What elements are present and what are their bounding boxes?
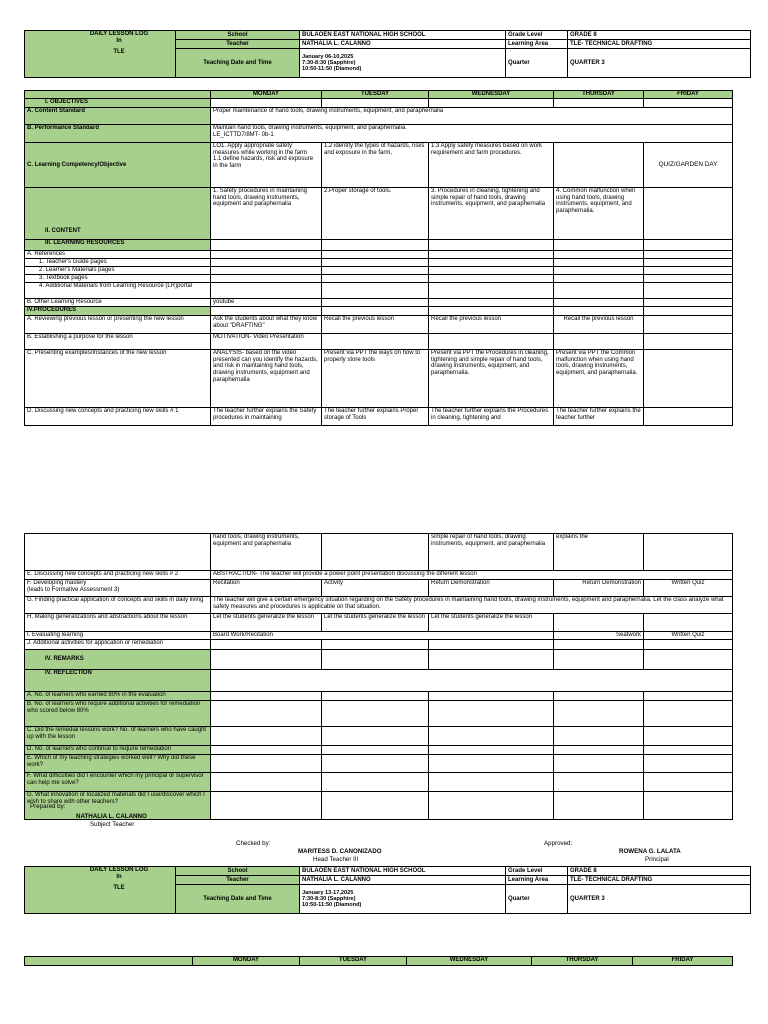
day-header-table-3 xyxy=(24,956,733,966)
approved-title: Principal xyxy=(645,856,669,863)
school-label: School xyxy=(176,867,300,876)
checked-by-title: Head Teacher III xyxy=(313,856,359,863)
proc-a-label: A. Reviewing previous lesson or presenting the new lesson xyxy=(25,316,211,334)
proc-h-tuesday: Let the students generalize the lesson xyxy=(322,614,429,632)
proc-i-friday: Written Quiz xyxy=(644,632,733,640)
proc-c-tuesday: Present via PPT the ways on how to properly store tools xyxy=(322,350,429,408)
day-header-blank xyxy=(25,957,193,966)
learning-resources-heading: III. LEARNING RESOURCES xyxy=(25,240,211,251)
day-thursday: THURSDAY xyxy=(532,957,633,966)
competency-label: C. Learning Competency/Objective xyxy=(25,143,211,188)
content-wednesday: 3. Procedures in cleaning, tightening and simple repair of hand tools, drawing instruments, equipment, and paraphernalia xyxy=(429,188,554,240)
quarter-label: Quarter xyxy=(506,49,568,78)
school-value: BULAOEN EAST NATIONAL HIGH SCHOOL xyxy=(300,31,506,40)
content-standard-label: A. Content Standard xyxy=(25,108,211,125)
content-standard-text: Proper maintenance of hand tools, drawing instruments, equipment, and paraphernalia xyxy=(211,108,733,125)
dll-header-2 xyxy=(24,866,750,921)
proc-d-thursday: The teacher further explains the teacher further xyxy=(554,408,644,426)
proc-a-tuesday: Recall the previous lesson xyxy=(322,316,429,334)
proc-f-monday: Recitation xyxy=(211,580,322,597)
teacher-label: Teacher xyxy=(176,876,300,885)
reflection-c: C. Did the remedial lessons work? No. of learners who have caught up with the lesson xyxy=(25,727,211,746)
day-wednesday: WEDNESDAY xyxy=(429,91,554,99)
continuation-wednesday: simple repair of hand tools, drawing instruments, equipment, and paraphernalia xyxy=(429,534,554,571)
header-table-2 xyxy=(24,866,751,914)
proc-f-tuesday: Activity xyxy=(322,580,429,597)
reflection-g: G. What innovation or localized materials did I use/discover which I wish to share with other teachers? xyxy=(25,792,211,820)
competency-tuesday: 1.2 identify the types of hazards, risks and exposure in the farm, xyxy=(322,143,429,188)
content-thursday: 4. Common malfunction when using hand tools, drawing instruments, equipment, and paraphernalia. xyxy=(554,188,644,240)
proc-j-label: J. Additional activities for application or remediation xyxy=(25,640,211,650)
competency-monday: LO1. Apply appropriate safety measures while working in the farm 1.1 define hazards, risk and exposure in the farm xyxy=(211,143,322,188)
proc-d-label: D. Discussing new concepts and practicing new skills # 1 xyxy=(25,408,211,426)
proc-f-friday: Written Quiz xyxy=(644,580,733,597)
dll-subject: TLE xyxy=(113,49,125,56)
prepared-by-label: Prepared by: xyxy=(30,803,66,810)
ref-teachers-guide: 1. Teacher's Guide pages xyxy=(25,259,211,267)
day-monday: MONDAY xyxy=(193,957,300,966)
approved-label: Approved: xyxy=(544,840,573,847)
proc-h-monday: Let the students generalize the lesson xyxy=(211,614,322,632)
lesson-table-page-2 xyxy=(24,533,733,820)
proc-a-thursday: Recall the previous lesson xyxy=(554,316,644,334)
approved-name: ROWENA G. LALATA xyxy=(619,848,681,855)
lesson-table-page-1 xyxy=(24,90,733,426)
datetime-value: January 06-10,2025 7:30-8:30 (Sapphire) 10:50-11:50 (Diamond) xyxy=(300,49,506,78)
prepared-by-name: NATHALIA L. CALANNO xyxy=(76,813,147,820)
content-heading: II. CONTENT xyxy=(25,188,211,240)
reflection-b: B. No. of learners who require additional activities for remediation who scored below 80% xyxy=(25,701,211,727)
other-resource-monday: youtube xyxy=(211,299,322,307)
grade-label: Grade Level xyxy=(506,31,568,40)
proc-c-wednesday: Present via PPT the Procedures in cleaning, tightening and simple repair of hand tools, drawing instruments, equipment, and paraphernalia. xyxy=(429,350,554,408)
area-label: Learning Area xyxy=(506,876,568,885)
proc-h-wednesday: Let the students generalize the lesson xyxy=(429,614,554,632)
datetime-value: January 13-17,2025 7:30-8:30 (Sapphire) 10:50-11:50 (Diamond) xyxy=(300,885,506,914)
quarter-label: Quarter xyxy=(506,885,568,914)
grade-value: GRADE 8 xyxy=(568,31,751,40)
proc-f-wednesday: Return Demonstration xyxy=(429,580,554,597)
datetime-label: Teaching Date and Time xyxy=(176,49,300,78)
day-wednesday: WEDNESDAY xyxy=(407,957,532,966)
header-table xyxy=(24,30,751,78)
remarks-heading: IV. REMARKS xyxy=(25,650,211,670)
proc-g-text: The teacher will give a certain emergency situation regarding on the Safety procedures in maintaining hand tools, drawing instruments, equipment and paraphernalia. Let the class analyze what safety measures and procedures is applicable on that situation. xyxy=(211,597,733,614)
dll-title-in: In xyxy=(116,873,122,880)
teacher-value: NATHALIA L. CALANNO xyxy=(300,876,506,885)
ref-textbook: 3. Textbook pages xyxy=(25,275,211,283)
proc-a-monday: Ask the students about what they know about "DRAFTING" xyxy=(211,316,322,334)
quarter-value: QUARTER 3 xyxy=(568,885,751,914)
reflection-heading: IV. REFLECTION xyxy=(25,670,211,692)
references-label: A. References xyxy=(25,251,211,259)
datetime-label: Teaching Date and Time xyxy=(176,885,300,914)
area-label: Learning Area xyxy=(506,40,568,49)
proc-c-label: C. Presenting examples/Instances of the new lesson xyxy=(25,350,211,408)
dll-header-1 xyxy=(24,30,750,85)
day-monday: MONDAY xyxy=(211,91,322,99)
proc-c-thursday: Present via PPT the Common malfunction when using hand tools, drawing instruments, equipment, and paraphernalia. xyxy=(554,350,644,408)
content-tuesday: 2.Proper storage of tools. xyxy=(322,188,429,240)
day-tuesday: TUESDAY xyxy=(322,91,429,99)
performance-standard-label: B. Performance Standard xyxy=(25,125,211,143)
day-friday: FRIDAY xyxy=(633,957,733,966)
area-value: TLE- TECHNICAL DRAFTING xyxy=(568,40,751,49)
competency-wednesday: 1.3 Apply safety measures based on work requirement and farm procedures. xyxy=(429,143,554,188)
reflection-e: E. Which of my teaching strategies worked well? Why did these work? xyxy=(25,755,211,773)
proc-f-label: F. Developing mastery (leads to Formative Assessment 3) xyxy=(25,580,211,597)
continuation-label-cell xyxy=(25,534,211,571)
dll-title-in: In xyxy=(116,37,122,44)
checked-by-name: MARITESS D. CANONIZADO xyxy=(298,848,382,855)
proc-i-thursday: Seatwork xyxy=(554,632,644,640)
grade-label: Grade Level xyxy=(506,867,568,876)
proc-i-label: I. Evaluating learning xyxy=(25,632,211,640)
ref-learners-materials: 2. Learner's Materials pages xyxy=(25,267,211,275)
other-resource-label: B. Other Learning Resource xyxy=(25,299,211,307)
proc-c-monday: ANALYSIS- based on the video presented can you identify the hazards, and risk in maintaining hand tools, drawing instruments, equipment and paraphernalia xyxy=(211,350,322,408)
proc-d-wednesday: The teacher further explains the Procedures in cleaning, tightening and xyxy=(429,408,554,426)
reflection-a: A. No. of learners who earned 80% in the evaluation xyxy=(25,692,211,701)
proc-b-monday: MOTIVATION- Video Presentation xyxy=(211,334,322,350)
content-monday: 1. Safety procedures in maintaining hand tools, drawing instruments, equipment and paraphernalia xyxy=(211,188,322,240)
checked-by-label: Checked by: xyxy=(236,840,271,847)
school-value: BULAOEN EAST NATIONAL HIGH SCHOOL xyxy=(300,867,506,876)
continuation-monday: hand tools, drawing instruments, equipment and paraphernalia xyxy=(211,534,322,571)
dll-title: DAILY LESSON LOG xyxy=(89,31,149,37)
grade-value: GRADE 8 xyxy=(568,867,751,876)
performance-standard-text: Maintain hand tools, drawing instruments, equipment, and paraphernalia. LE_ICTTD7/8MT- 0b-1 xyxy=(211,125,733,143)
reflection-d: D. No. of learners who continue to require remediation xyxy=(25,746,211,755)
dll-title: DAILY LESSON LOG xyxy=(89,867,149,873)
competency-friday: QUIZ/GARDEN DAY xyxy=(644,143,733,188)
proc-d-monday: The teacher further explains the Safety procedures in maintaining xyxy=(211,408,322,426)
proc-b-label: B. Establishing a purpose for the lesson xyxy=(25,334,211,350)
proc-d-tuesday: The teacher further explains Proper storage of Tools xyxy=(322,408,429,426)
proc-f-thursday: Return Demonstration xyxy=(554,580,644,597)
quarter-value: QUARTER 3 xyxy=(568,49,751,78)
prepared-by-title: Subject Teacher xyxy=(90,821,135,828)
day-thursday: THURSDAY xyxy=(554,91,644,99)
day-friday: FRIDAY xyxy=(644,91,733,99)
reflection-f: F. What difficulties did I encounter which my principal or supervisor can help me solve? xyxy=(25,773,211,792)
proc-e-label: E. Discussing new concepts and practicing new skills # 2 xyxy=(25,571,211,580)
dll-subject: TLE xyxy=(113,885,125,892)
day-tuesday: TUESDAY xyxy=(300,957,407,966)
proc-a-wednesday: Recall the previous lesson xyxy=(429,316,554,334)
procedures-heading: IV.PROCEDURES xyxy=(25,307,211,316)
ref-lr-portal: 4. Additional Materials from Learning Resource (LR)portal xyxy=(25,283,211,299)
proc-e-text: ABSTRACTION- The teacher will provide a power point presentation discussing the different lesson xyxy=(211,571,733,580)
proc-g-label: G. Finding practical application of concepts and skills in daily living xyxy=(25,597,211,614)
day-header-blank xyxy=(25,91,211,99)
teacher-value: NATHALIA L. CALANNO xyxy=(300,40,506,49)
continuation-thursday: explains the xyxy=(554,534,644,571)
area-value: TLE- TECHNICAL DRAFTING xyxy=(568,876,751,885)
school-label: School xyxy=(176,31,300,40)
proc-h-label: H. Making generalizations and abstractions about the lesson xyxy=(25,614,211,632)
proc-i-monday: Board Work/Recitation xyxy=(211,632,554,640)
teacher-label: Teacher xyxy=(176,40,300,49)
objectives-heading: I. OBJECTIVES xyxy=(25,99,211,108)
